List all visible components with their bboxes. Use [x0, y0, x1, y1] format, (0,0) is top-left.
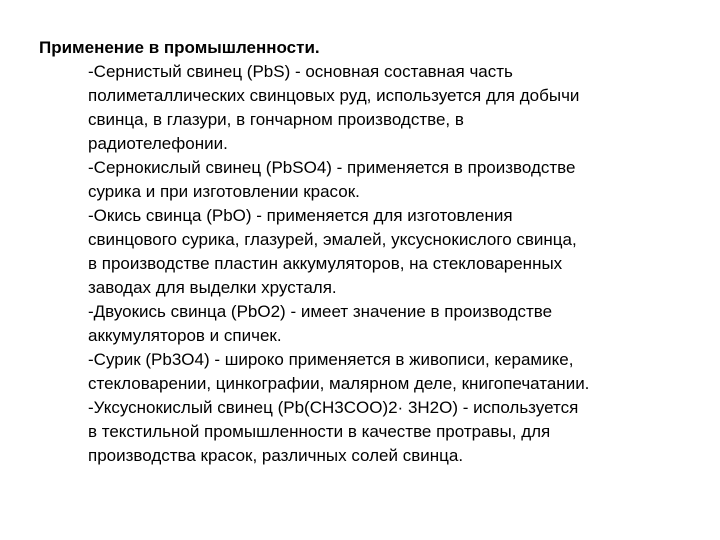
- text-line: -Окись свинца (PbO) - применяется для изготовления: [88, 206, 513, 225]
- text-line: -Сурик (Pb3O4) - широко применяется в живописи, керамике,: [88, 350, 574, 369]
- text-line: в текстильной промышленности в качестве протравы, для: [88, 422, 551, 441]
- text-line: сурика и при изготовлении красок.: [88, 182, 360, 201]
- text-line: -Уксуснокислый свинец (Pb(CH3COO)2· 3H2O) - используется: [88, 398, 579, 417]
- text-line: свинца, в глазури, в гончарном производстве, в: [88, 110, 464, 129]
- text-line: производства красок, различных солей свинца.: [88, 446, 464, 465]
- text-line: аккумуляторов и спичек.: [88, 326, 282, 345]
- body-text: [88, 60, 708, 468]
- text-line: свинцового сурика, глазурей, эмалей, уксуснокислого свинца,: [88, 230, 577, 249]
- text-line: стекловарении, цинкографии, малярном деле, книгопечатании.: [88, 374, 590, 393]
- text-line: в производстве пластин аккумуляторов, на стекловаренных: [88, 254, 563, 273]
- text-line: полиметаллических свинцовых руд, используется для добычи: [88, 86, 580, 105]
- text-line: радиотелефонии.: [88, 134, 228, 153]
- text-line: -Двуокись свинца (PbO2) - имеет значение в производстве: [88, 302, 553, 321]
- text-line: -Сернокислый свинец (PbSO4) - применяется в производстве: [88, 158, 576, 177]
- text-line: -Сернистый свинец (PbS) - основная составная часть: [88, 62, 513, 81]
- text-line: заводах для выделки хрусталя.: [88, 278, 337, 297]
- slide-title: Применение в промышленности.: [39, 38, 320, 57]
